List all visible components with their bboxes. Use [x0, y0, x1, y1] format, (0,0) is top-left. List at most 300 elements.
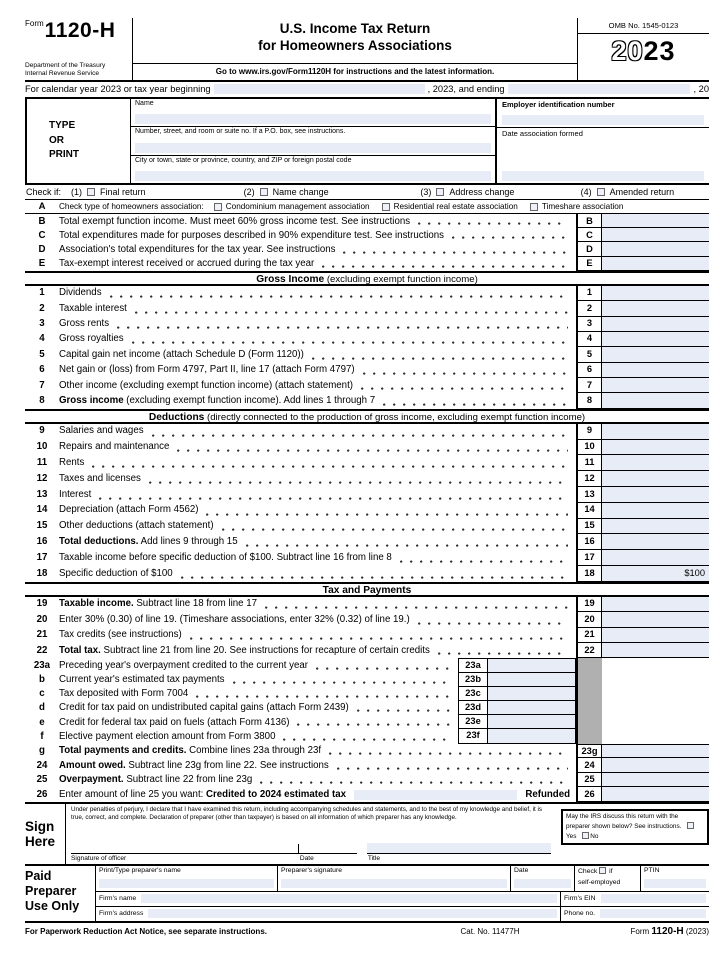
tax-payments-section-header: [25, 582, 709, 597]
tax-payments-title: Tax and Payments: [322, 585, 412, 597]
firm-name-field[interactable]: [141, 894, 557, 903]
line-B-amount-field[interactable]: [602, 214, 709, 228]
preparer-date-field[interactable]: [514, 879, 571, 888]
type-print-line1: TYPE: [49, 120, 76, 132]
dot-leader: [312, 357, 568, 360]
line-9-amount-field[interactable]: [602, 424, 709, 440]
line-11-amount-field[interactable]: [602, 455, 709, 471]
dot-leader: [383, 403, 568, 406]
line-4-box-label: 4: [576, 332, 602, 347]
deductions-subtitle: (directly connected to the production of gross income, excluding exempt function income): [204, 412, 586, 424]
line-16-label: [59, 534, 238, 550]
line-22-row: [25, 643, 709, 658]
line-label-text: Add lines 9 through 15: [138, 535, 238, 547]
ptin-field[interactable]: [644, 879, 706, 888]
line-3-label: [59, 317, 109, 332]
line-6-amount-field[interactable]: [602, 363, 709, 378]
line-15-label: [59, 519, 214, 535]
dot-leader: [152, 434, 568, 437]
dot-leader: [418, 222, 568, 225]
line-2-label: [59, 301, 127, 316]
timeshare-label: Timeshare association: [541, 202, 624, 211]
line-10-amount-field[interactable]: [602, 440, 709, 456]
line-9-row: [25, 424, 709, 440]
line-4-amount-field[interactable]: [602, 332, 709, 347]
line-23f-label: [59, 729, 275, 743]
line-25-label: [59, 773, 252, 788]
line-label-text: Current year's estimated tax payments: [59, 674, 225, 686]
shaded-cell: [576, 701, 602, 715]
line-3-box-label: 3: [576, 317, 602, 332]
amended-return-checkbox[interactable]: [597, 188, 605, 196]
line-A-row: [25, 200, 709, 214]
line-24-label: [59, 758, 329, 773]
form-header: [25, 18, 709, 82]
line-label-text: Tax credits (see instructions): [59, 629, 182, 641]
tax-year-ending-field[interactable]: [508, 84, 691, 94]
phone-label: Phone no.: [564, 910, 595, 918]
line-C-amount-field[interactable]: [602, 228, 709, 242]
ein-label: Employer identification number: [502, 100, 615, 109]
type-print-label: [27, 99, 131, 183]
empty-cell: [602, 715, 709, 729]
line-23g-label: [59, 744, 321, 759]
line-10-row: [25, 440, 709, 456]
sign-here-content: [65, 804, 709, 864]
line-3-number: 3: [39, 318, 45, 330]
footer-form-word: Form: [630, 927, 650, 937]
line-23b-amount-field[interactable]: [488, 673, 576, 687]
line-21-label: [59, 628, 182, 643]
line-label-text: Capital gain net income (attach Schedule D (Form 1120)): [59, 348, 304, 360]
line-16-row: [25, 534, 709, 550]
discuss-no-label: No: [590, 832, 599, 840]
paid-preparer-grid: [95, 866, 709, 921]
line-23c-amount-field[interactable]: [488, 687, 576, 701]
line-23a-label: [59, 658, 308, 672]
line-24-number: 24: [36, 759, 48, 771]
tax-year: [578, 34, 709, 67]
signature-area: [71, 838, 551, 862]
line-A-label: Check type of homeowners association:: [59, 202, 204, 211]
line-10-number: 10: [36, 441, 48, 453]
check-if-num-4: (4): [580, 187, 592, 197]
tax-rows-23g-25: [25, 744, 709, 788]
line-21-amount-field[interactable]: [602, 628, 709, 643]
final-return-checkbox[interactable]: [87, 188, 95, 196]
line-label-text: Other income (excluding exempt function income) (attach statement): [59, 379, 353, 391]
line-2-number: 2: [39, 302, 45, 314]
line-23f-row: [25, 729, 709, 743]
line-D-amount-field[interactable]: [602, 242, 709, 256]
preparer-name-field[interactable]: [99, 879, 274, 888]
line-13-amount-field[interactable]: [602, 487, 709, 503]
preparer-signature-cell: [278, 866, 511, 891]
line-10-label: [59, 440, 169, 456]
line-label-text: Credit for tax paid on undistributed capital gains (attach Form 2439): [59, 702, 349, 714]
dot-leader: [363, 372, 568, 375]
line-23g-box-label: 23g: [576, 744, 602, 759]
line-label-text: Credit for federal tax paid on fuels (attach Form 4136): [59, 716, 290, 728]
line-E-box-label: E: [576, 257, 602, 271]
line-23a-row: [25, 658, 709, 672]
line-23b-box-label: 23b: [458, 673, 488, 687]
line-26-number: 26: [36, 788, 48, 800]
dot-leader: [418, 622, 568, 625]
line-20-box-label: 20: [576, 612, 602, 627]
line-23d-amount-field[interactable]: [488, 701, 576, 715]
line-4-label: [59, 332, 124, 347]
name-field[interactable]: [135, 114, 491, 124]
check-if-final-return: [71, 187, 244, 197]
line-A-letter: A: [38, 201, 46, 212]
line-26-box-label: 26: [576, 787, 602, 802]
calendar-end-text: , 20: [693, 84, 709, 94]
line-17-amount-field[interactable]: [602, 550, 709, 566]
line-label-text: Taxes and licenses: [59, 472, 141, 484]
association-type-residential: [382, 202, 518, 211]
check-if-num-3: (3): [420, 187, 432, 197]
firm-ein-cell: [561, 892, 709, 906]
dot-leader: [452, 236, 568, 239]
line-16-amount-field[interactable]: [602, 534, 709, 550]
line-12-box-label: 12: [576, 471, 602, 487]
line-label-text: Repairs and maintenance: [59, 441, 170, 453]
agency-line1: Department of the Treasury: [25, 62, 106, 70]
line-B-box-label: B: [576, 214, 602, 228]
line-5-amount-field[interactable]: [602, 347, 709, 362]
footer-form-id: [630, 926, 709, 937]
form-number: 1120-H: [44, 19, 116, 42]
preparer-row-2: [96, 892, 709, 907]
signature-labels: [71, 854, 551, 862]
address-change-checkbox[interactable]: [436, 188, 444, 196]
officer-signature-field[interactable]: [71, 840, 298, 854]
line-label-text: Taxable income.: [59, 598, 134, 610]
irs-discuss-text: May the IRS discuss this return with the preparer shown below? See instructions.: [566, 813, 682, 830]
deductions-section-header: [25, 409, 709, 424]
preparer-row-3: [96, 907, 709, 922]
line-14-amount-field[interactable]: [602, 503, 709, 519]
preparer-row-1: [96, 866, 709, 892]
line-23e-box-label: 23e: [458, 715, 488, 729]
line-B-label: [59, 214, 410, 228]
tax-rows-23a-23f: [25, 658, 709, 743]
line-25-number: 25: [36, 774, 48, 786]
shaded-cell: [576, 673, 602, 687]
date-formed-field[interactable]: [502, 171, 704, 181]
line-6-label: [59, 363, 355, 378]
firm-ein-field[interactable]: [601, 894, 706, 903]
line-23d-box-label: 23d: [458, 701, 488, 715]
address-change-label: Address change: [449, 187, 515, 197]
city-field[interactable]: [135, 171, 491, 181]
line-20-number: 20: [36, 613, 48, 625]
line-23f-number: f: [40, 730, 44, 742]
shaded-cell: [576, 715, 602, 729]
line-2-row: [25, 301, 709, 316]
line-label-text: Tax deposited with Form 7004: [59, 688, 189, 700]
discuss-yes-checkbox[interactable]: [687, 822, 694, 829]
line-1-number: 1: [39, 287, 45, 299]
dot-leader: [246, 544, 568, 547]
line-8-label: [59, 393, 375, 408]
line-26-amount-field[interactable]: [602, 787, 709, 802]
line-22-amount-field[interactable]: [602, 643, 709, 658]
preparer-date-cell: [511, 866, 575, 891]
sign-here-label: [25, 804, 65, 864]
tax-year-beginning-field[interactable]: [214, 84, 425, 94]
preparer-signature-label: Preparer's signature: [281, 867, 342, 875]
dot-leader: [329, 752, 568, 755]
line-E-amount-field[interactable]: [602, 257, 709, 271]
line-E-row: [25, 257, 709, 271]
ptin-cell: [641, 866, 709, 891]
line-23c-box-label: 23c: [458, 687, 488, 701]
firm-name-cell: [96, 892, 561, 906]
line-23a-amount-field[interactable]: [488, 658, 576, 672]
street-label: Number, street, and room or suite no. If a P.O. box, see instructions.: [135, 128, 346, 136]
line-23b-number: b: [39, 674, 45, 686]
omb-year-block: [577, 18, 709, 80]
line-label-text: Subtract line 21 from line 20. See instructions for recapture of certain credits: [100, 644, 430, 656]
line-label-text: Overpayment.: [59, 774, 124, 786]
calendar-mid-text: , 2023, and ending: [427, 84, 505, 94]
line-2-amount-field[interactable]: [602, 301, 709, 316]
line-1-row: [25, 286, 709, 301]
gross-income-rows: [25, 286, 709, 409]
agency-line2: Internal Revenue Service: [25, 70, 100, 78]
officer-title-field[interactable]: [367, 843, 551, 854]
line-14-row: [25, 503, 709, 519]
line-3-amount-field[interactable]: [602, 317, 709, 332]
check-if-amended-return: [581, 187, 709, 197]
line-23c-number: c: [39, 688, 45, 700]
deductions-rows: [25, 424, 709, 582]
line-12-row: [25, 471, 709, 487]
type-print-line3: PRINT: [49, 149, 79, 161]
tax-rows-19-22: [25, 597, 709, 659]
gross-income-section-header: [25, 271, 709, 286]
dot-leader: [337, 767, 568, 770]
dot-leader: [135, 311, 568, 314]
preparer-name-cell: [96, 866, 278, 891]
form-title-line2: for Homeowners Associations: [258, 37, 452, 53]
dot-leader: [177, 449, 568, 452]
dot-leader: [400, 560, 568, 563]
gross-income-title: Gross Income: [256, 274, 325, 286]
line-21-row: [25, 628, 709, 643]
line-7-box-label: 7: [576, 378, 602, 393]
residential-real-estate-checkbox[interactable]: [382, 203, 390, 211]
ein-field[interactable]: [502, 115, 704, 125]
line-19-label: [59, 597, 257, 612]
preparer-name-label: Print/Type preparer's name: [99, 867, 181, 875]
refunded-label: Refunded: [525, 788, 570, 800]
line-23e-label: [59, 715, 289, 729]
paid-preparer-label: [25, 866, 95, 921]
line-24-box-label: 24: [576, 758, 602, 773]
line-8-amount-field[interactable]: [602, 393, 709, 408]
dot-leader: [132, 341, 568, 344]
empty-cell: [602, 701, 709, 715]
name-change-checkbox[interactable]: [260, 188, 268, 196]
omb-number: OMB No. 1545-0123: [578, 18, 709, 34]
line-22-number: 22: [36, 644, 48, 656]
irs-discuss-box: [561, 809, 709, 845]
line-15-amount-field[interactable]: [602, 519, 709, 535]
street-field[interactable]: [135, 143, 491, 153]
line-24-amount-field[interactable]: [602, 758, 709, 773]
condo-management-checkbox[interactable]: [214, 203, 222, 211]
line-label-text: (excluding exempt function income). Add lines 1 through 7: [123, 394, 376, 406]
line-9-number: 9: [39, 425, 45, 437]
preparer-signature-field[interactable]: [281, 879, 507, 888]
line-label-text: Elective payment election amount from Form 3800: [59, 730, 276, 742]
line-E-label: [59, 257, 314, 271]
address-fields: [131, 99, 495, 183]
preparer-date-label: Date: [514, 867, 529, 875]
check-if-num-1: (1): [71, 187, 82, 197]
amended-return-label: Amended return: [609, 187, 675, 197]
gross-income-subtitle: (excluding exempt function income): [324, 274, 478, 286]
line-label-text: Salaries and wages: [59, 425, 144, 437]
line-D-row: [25, 242, 709, 256]
dot-leader: [149, 481, 568, 484]
discuss-yes-label: Yes: [566, 832, 577, 840]
line-label-text: Taxable income before specific deduction of $100. Subtract line 16 from line 8: [59, 551, 392, 563]
type-print-box: [25, 99, 497, 183]
shaded-cell: [576, 658, 602, 672]
line-19-box-label: 19: [576, 597, 602, 612]
dot-leader: [361, 387, 568, 390]
dot-leader: [357, 709, 450, 712]
line-23e-number: e: [39, 716, 45, 728]
line-18-row: [25, 566, 709, 582]
condo-management-label: Condominium management association: [225, 202, 370, 211]
tax-year-bold: 23: [643, 36, 676, 66]
line-19-amount-field[interactable]: [602, 597, 709, 612]
section-b-e-rows: [25, 214, 709, 271]
firm-address-field[interactable]: [148, 909, 557, 918]
line-20-amount-field[interactable]: [602, 612, 709, 627]
line-label-text: Subtract line 18 from line 17: [133, 598, 257, 610]
line-19-row: [25, 597, 709, 612]
dot-leader: [233, 681, 450, 684]
line-26-credited-text: Credited to 2024 estimated tax: [206, 788, 346, 800]
line-label-text: Total tax.: [59, 644, 101, 656]
line-D-label: [59, 242, 335, 256]
line-11-box-label: 11: [576, 455, 602, 471]
line-label-text: Other deductions (attach statement): [59, 520, 214, 532]
line-18-box-label: 18: [576, 566, 602, 582]
line-16-number: 16: [36, 535, 48, 547]
line-7-label: [59, 378, 353, 393]
line-label-text: Subtract line 22 from line 23g: [123, 774, 253, 786]
empty-cell: [602, 687, 709, 701]
line-D-box-label: D: [576, 242, 602, 256]
line-15-row: [25, 519, 709, 535]
line-B-row: [25, 214, 709, 228]
form-1120h-page: [25, 18, 709, 937]
residential-real-estate-label: Residential real estate association: [393, 202, 518, 211]
line-label-text: Gross rents: [59, 318, 110, 330]
timeshare-checkbox[interactable]: [530, 203, 538, 211]
line-B-number: B: [38, 215, 46, 227]
shaded-cell: [576, 687, 602, 701]
dot-leader: [181, 576, 568, 579]
line-7-amount-field[interactable]: [602, 378, 709, 393]
sign-here-block: [25, 804, 709, 866]
signature-lines: [71, 838, 551, 854]
line-5-number: 5: [39, 348, 45, 360]
agency-lines: [25, 62, 129, 78]
association-type-timeshare: [530, 202, 624, 211]
line-label-text: Interest: [59, 488, 92, 500]
line-label-text: Gross income: [59, 394, 124, 406]
instructions-link-line[interactable]: Go to www.irs.gov/Form1120H for instructions and the latest information.: [133, 63, 577, 80]
line-6-row: [25, 363, 709, 378]
check-if-name-change: [244, 187, 421, 197]
perjury-statement: Under penalties of perjury, I declare that I have examined this return, including accompanying schedules and statements, and to the best of my knowledge and belief, it is true, correct, and complete. Declaration of preparer (other than taxpayer) is based on all information of which preparer has any knowledge.: [71, 806, 543, 822]
line-6-box-label: 6: [576, 363, 602, 378]
dot-leader: [438, 652, 568, 655]
signature-date-field[interactable]: [299, 840, 357, 854]
dot-leader: [283, 738, 450, 741]
check-if-row: [25, 185, 709, 200]
line-14-number: 14: [36, 504, 48, 516]
ptin-label: PTIN: [644, 867, 660, 875]
credited-amount-field[interactable]: [354, 790, 517, 800]
dot-leader: [265, 606, 568, 609]
dot-leader: [110, 295, 568, 298]
firm-ein-label: Firm's EIN: [564, 895, 596, 903]
form-word: Form: [25, 19, 44, 28]
line-14-box-label: 14: [576, 503, 602, 519]
ein-cell: [497, 99, 709, 128]
name-change-label: Name change: [272, 187, 329, 197]
line-17-label: [59, 550, 392, 566]
line-12-amount-field[interactable]: [602, 471, 709, 487]
dot-leader: [196, 695, 450, 698]
page-footer: [25, 923, 709, 937]
line-label-text: Dividends: [59, 287, 102, 299]
line-11-number: 11: [36, 456, 48, 468]
line-26-pre-text: Enter amount of line 25 you want:: [59, 788, 207, 800]
use-only-word: Use Only: [25, 899, 80, 914]
line-23e-amount-field[interactable]: [488, 715, 576, 729]
line-25-amount-field[interactable]: [602, 773, 709, 788]
line-23f-amount-field[interactable]: [488, 729, 576, 743]
firm-address-cell: [96, 907, 561, 922]
line-3-row: [25, 317, 709, 332]
dot-leader: [297, 723, 450, 726]
firm-name-label: Firm's name: [99, 895, 137, 903]
line-C-row: [25, 228, 709, 242]
line-18-amount-field[interactable]: $100: [602, 566, 709, 582]
phone-field[interactable]: [600, 909, 706, 918]
line-12-number: 12: [36, 472, 48, 484]
line-9-box-label: 9: [576, 424, 602, 440]
self-employed-checkbox[interactable]: [599, 867, 606, 874]
line-18-number: 18: [36, 567, 48, 579]
self-employed-cell: [575, 866, 641, 891]
line-22-box-label: 22: [576, 643, 602, 658]
line-1-amount-field[interactable]: [602, 286, 709, 301]
discuss-no-checkbox[interactable]: [582, 832, 589, 839]
line-23g-amount-field[interactable]: [602, 744, 709, 759]
check-word: Check: [578, 868, 598, 876]
